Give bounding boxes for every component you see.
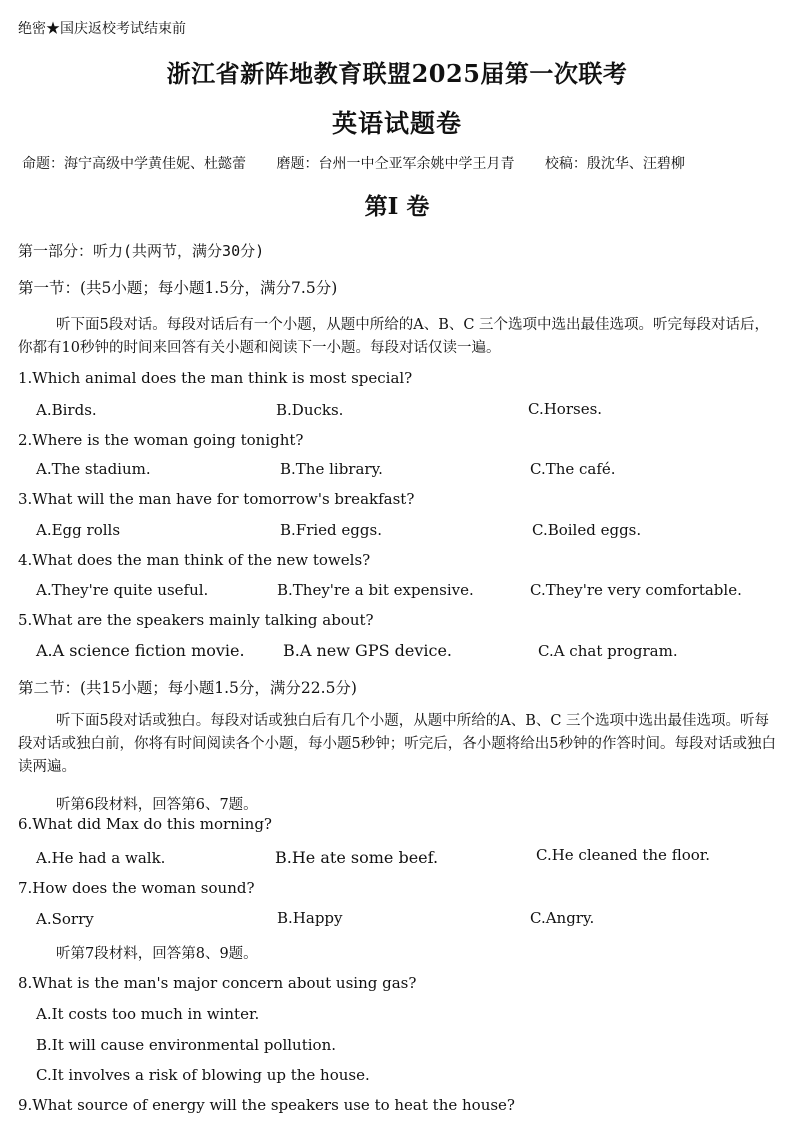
part-heading: 第一部分：听力(共两节，满分30分) <box>18 242 265 260</box>
option-a: A.He had a walk. <box>36 849 166 867</box>
question-stem: 5.What are the speakers mainly talking about? <box>18 611 374 629</box>
question-stem: 4.What does the man think of the new towels? <box>18 551 371 569</box>
credits-line <box>22 153 711 173</box>
confidential-label: 绝密★国庆返校考试结束前 <box>18 21 186 37</box>
option-c: C.A chat program. <box>538 642 678 660</box>
option-b: B.Fried eggs. <box>280 521 382 539</box>
option-b: B.Ducks. <box>276 401 344 419</box>
option-c: C.Boiled eggs. <box>532 521 642 539</box>
question-stem: 2.Where is the woman going tonight? <box>18 431 304 449</box>
option-b: B.A new GPS device. <box>283 641 453 660</box>
option-c: C.Angry. <box>530 909 595 927</box>
option-c: C.He cleaned the floor. <box>536 846 711 864</box>
volume-heading: 第I 卷 <box>364 193 430 220</box>
option-b: B.He ate some beef. <box>275 848 439 867</box>
question-stem: 7.How does the woman sound? <box>18 879 255 897</box>
section1-heading: 第一节：(共5小题；每小题1.5分，满分7.5分) <box>18 279 338 297</box>
option-c: C.They're very comfortable. <box>530 581 742 599</box>
option-a: A.Sorry <box>36 910 94 928</box>
option-a: A.Birds. <box>36 401 97 419</box>
option-b: B.The library. <box>280 460 383 478</box>
material-lead: 听第7段材料，回答第8、9题。 <box>56 946 258 962</box>
question-stem: 3.What will the man have for tomorrow's breakfast? <box>18 490 415 508</box>
section2-instructions: 听下面5段对话或独白。每段对话或独白后有几个小题，从题中所给的A、B、C 三个选项中选出最佳选项。听每段对话或独白前，你将有时间阅读各个小题，每小题5秒钟；听完后，各小题将给出5秒钟的作答时间。每段对话或独白读两遍。 <box>18 713 776 775</box>
option-a: A.A science fiction movie. <box>36 641 245 660</box>
option-b: B.Happy <box>277 909 343 927</box>
option-c: C.It involves a risk of blowing up the house. <box>36 1066 370 1084</box>
option-a: A.It costs too much in winter. <box>36 1005 260 1023</box>
option-a: A.The stadium. <box>36 460 151 478</box>
option-a: A.Egg rolls <box>36 521 121 539</box>
option-a: A.They're quite useful. <box>36 581 209 599</box>
section1-instructions: 听下面5段对话。每段对话后有一个小题，从题中所给的A、B、C 三个选项中选出最佳选项。听完每段对话后，你都有10秒钟的时间来回答有关小题和阅读下一小题。每段对话仅读一遍。 <box>18 317 770 356</box>
question-stem: 1.Which animal does the man think is most special? <box>18 369 413 387</box>
question-stem: 6.What did Max do this morning? <box>18 815 272 833</box>
option-b: B.They're a bit expensive. <box>277 581 474 599</box>
option-c: C.Horses. <box>528 400 603 418</box>
exam-title: 浙江省新阵地教育联盟2025届第一次联考 <box>166 59 628 88</box>
material-lead: 听第6段材料，回答第6、7题。 <box>56 797 258 813</box>
credit-reviewer: 磨题：台州一中仝亚军余姚中学王月青 <box>276 156 515 172</box>
section2-heading: 第二节：(共15小题；每小题1.5分，满分22.5分) <box>18 679 357 697</box>
credit-setter: 命题：海宁高级中学黄佳妮、杜懿蕾 <box>22 156 246 172</box>
option-b: B.It will cause environmental pollution. <box>36 1036 336 1054</box>
exam-subtitle: 英语试题卷 <box>331 109 462 138</box>
credit-proofreader: 校稿：殷沈华、汪碧柳 <box>544 156 685 172</box>
question-stem: 9.What source of energy will the speakers use to heat the house? <box>18 1096 515 1114</box>
option-c: C.The café. <box>530 460 616 478</box>
question-stem: 8.What is the man's major concern about using gas? <box>18 974 417 992</box>
